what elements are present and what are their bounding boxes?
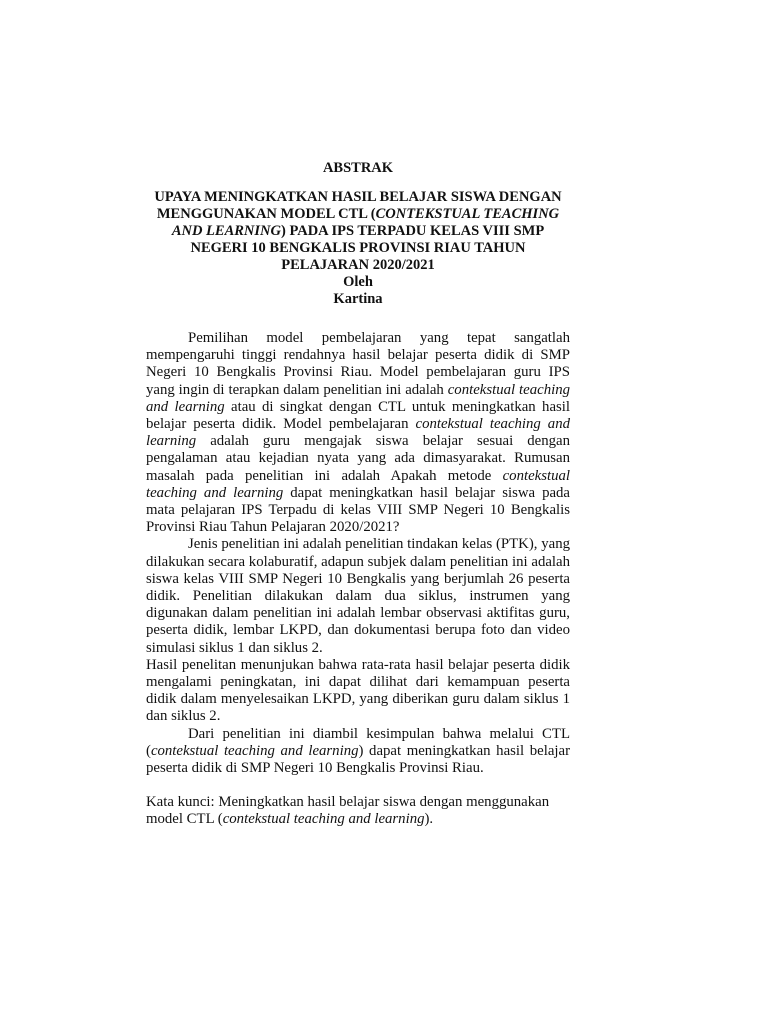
paragraph-1 bbox=[146, 330, 570, 536]
keywords bbox=[146, 794, 570, 828]
by-label: Oleh bbox=[343, 274, 373, 290]
p1-text-3: adalah guru mengajak siswa belajar sesuai dengan pengalaman atau kejadian nyata yang ada dimasyarakat. Rumusan masalah pada penelitian ini adalah Apakah metode bbox=[146, 433, 570, 484]
p1-italic-1: contekstual teaching and learning bbox=[146, 381, 570, 415]
keywords-text-1: Kata kunci: Meningkatkan hasil belajar siswa dengan menggunakan model CTL ( bbox=[146, 794, 550, 828]
abstract-body bbox=[146, 330, 570, 777]
thesis-title bbox=[146, 189, 570, 274]
p1-text-4: dapat meningkatkan hasil belajar siswa pada mata pelajaran IPS Terpadu di kelas VIII SMP Negeri 10 Bengkalis Provinsi Riau Tahun Pelajaran 2020/2021? bbox=[146, 484, 570, 536]
author-name: Kartina bbox=[333, 291, 383, 307]
title-part-1: UPAYA MENINGKATKAN HASIL BELAJAR SISWA DENGAN MENGGUNAKAN MODEL CTL ( bbox=[154, 189, 562, 222]
p1-text-1: Pemilihan model pembelajaran yang tepat sangatlah mempengaruhi tinggi rendahnya hasil belajar peserta didik di SMP Negeri 10 Bengkalis Provinsi Riau. Model pembelajaran guru IPS yang ingin di terapkan dalam penelitian ini adalah bbox=[146, 330, 570, 398]
paragraph-3: Hasil penelitan menunjukan bahwa rata-rata hasil belajar peserta didik mengalami peningkatan, ini dapat dilihat dari kemampuan peserta didik dalam menyelesaikan LKPD, yang diberikan guru dalam siklus 1 dan siklus 2. bbox=[146, 656, 570, 725]
p4-italic-1: contekstual teaching and learning bbox=[150, 742, 359, 759]
title-italic: CONTEKSTUAL TEACHING AND LEARNING bbox=[171, 206, 560, 239]
p1-italic-2: contekstual teaching and learning bbox=[146, 416, 570, 450]
title-part-2: ) PADA IPS TERPADU KELAS VIII SMP NEGERI 10 BENGKALIS PROVINSI RIAU TAHUN PELAJARAN 2020/2021 bbox=[190, 223, 545, 273]
p4-text-2: ) dapat meningkatkan hasil belajar peserta didik di SMP Negeri 10 Bengkalis Provinsi Riau. bbox=[146, 742, 570, 777]
p1-italic-3: contekstual teaching and learning bbox=[146, 467, 570, 501]
keywords-italic: contekstual teaching and learning bbox=[222, 811, 425, 828]
p1-text-2: atau di singkat dengan CTL untuk meningkatkan hasil belajar peserta didik. Model pembelajaran bbox=[146, 398, 570, 433]
keywords-text-2: ). bbox=[424, 811, 434, 828]
paragraph-2: Jenis penelitian ini adalah penelitian tindakan kelas (PTK), yang dilakukan secara kolaburatif, adapun subjek dalam penelitian ini adalah siswa kelas VIII SMP Negeri 10 Bengkalis yang berjumlah 26 peserta didik. Penelitian dilakukan dalam dua siklus, instrumen yang digunakan dalam penelitian ini adalah lembar observasi aktifitas guru, peserta didik, lembar LKPD, dan dokumentasi berupa foto dan video simulasi siklus 1 dan siklus 2. bbox=[146, 536, 570, 656]
paragraph-4 bbox=[146, 726, 570, 778]
abstract-page bbox=[146, 160, 570, 829]
p4-text-1: Dari penelitian ini diambil kesimpulan bahwa melalui CTL ( bbox=[146, 725, 570, 759]
abstract-heading: ABSTRAK bbox=[322, 160, 394, 176]
